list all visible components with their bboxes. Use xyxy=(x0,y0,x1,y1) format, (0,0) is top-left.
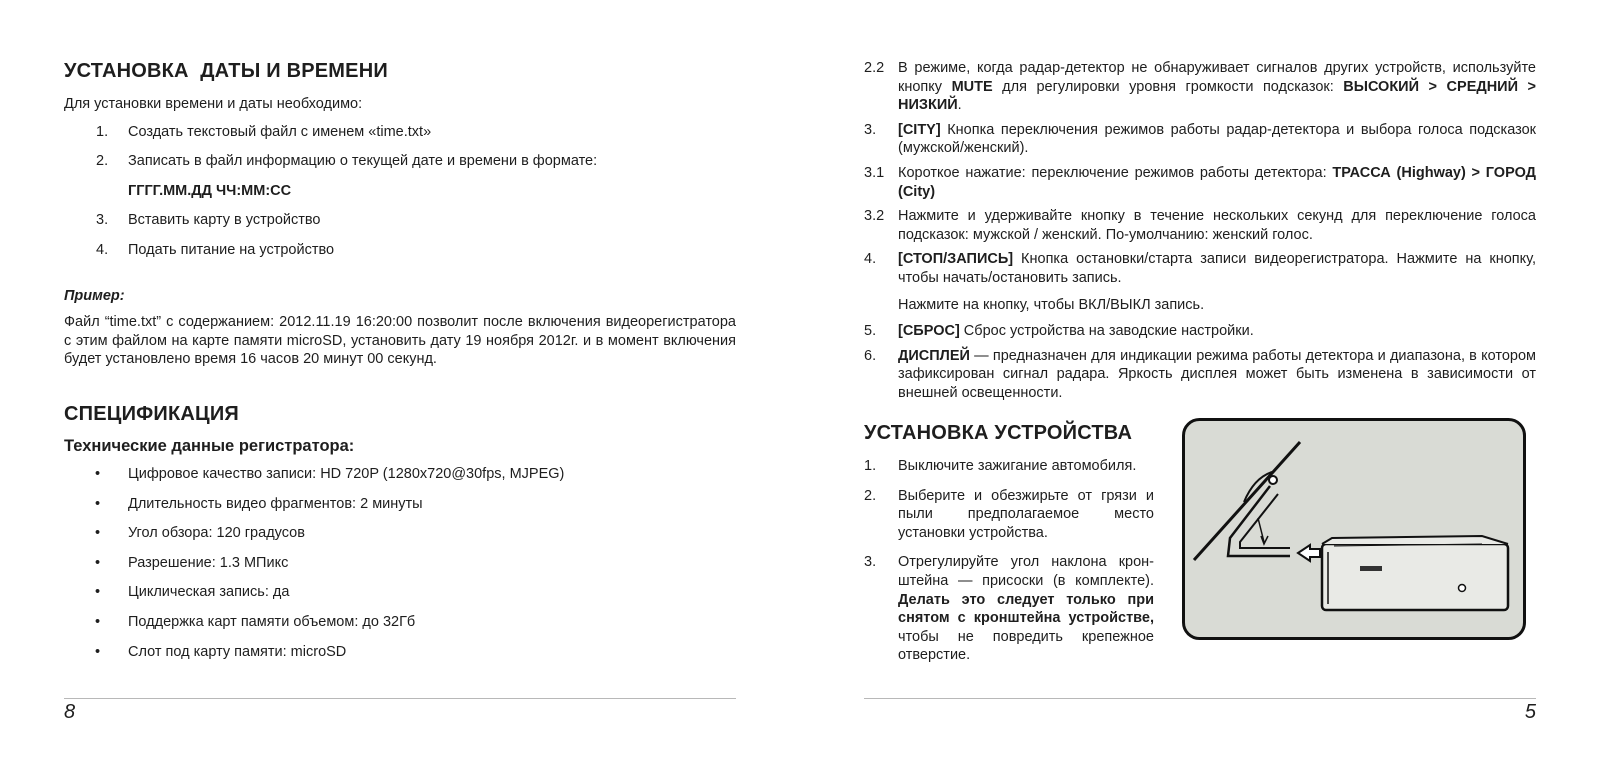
list-item: 6. ДИСПЛЕЙ — предназначен для индикации режима работы детектора и диапазона, в котором зафиксирован сигнал радара. Яркость дисплея может быть изменена в зависимости от внешней освещенности. xyxy=(864,347,1536,401)
install-section xyxy=(864,422,1154,676)
list-item: 2. Выберите и обезжирьте от грязи и пыли предполагаемое место установки устройства. xyxy=(864,487,1154,541)
time-steps-list xyxy=(64,123,736,171)
time-section-title: УСТАНОВКА ДАТЫ И ВРЕМЕНИ xyxy=(64,60,388,82)
list-item: 3. Отрегулируйте угол наклона крон-штейна — присоски (в комплекте). Делать это следует только при снятом с кронштейна устройстве, чтобы не повредить крепежное отверстие. xyxy=(864,554,1154,664)
device-body xyxy=(1322,544,1508,610)
footer-divider xyxy=(864,698,1536,699)
list-item: • Поддержка карт памяти объемом: до 32Гб xyxy=(95,613,416,630)
list-item: 3. [CITY] Кнопка переключения режимов работы радар-детектора и выбора голоса подсказок (мужской/женский). xyxy=(864,121,1536,157)
list-item: • Разрешение: 1.3 МПикс xyxy=(95,554,289,571)
list-item: 4. [СТОП/ЗАПИСЬ] Кнопка остановки/старта записи видеорегистратора. Нажмите на кнопку, чтобы начать/остановить запись. xyxy=(864,251,1536,286)
mount-pivot xyxy=(1269,476,1277,484)
date-format: ГГГГ.ММ.ДД ЧЧ:ММ:СС xyxy=(128,182,292,199)
installation-illustration xyxy=(1182,418,1526,640)
time-section-intro: Для установки времени и даты необходимо: xyxy=(64,96,363,112)
install-section-title: УСТАНОВКА УСТРОЙСТВА xyxy=(864,422,1133,444)
spec-list xyxy=(64,465,736,661)
device-button-icon xyxy=(1459,585,1466,592)
list-item: 4. Подать питание на устройство xyxy=(96,241,335,258)
list-item: • Слот под карту памяти: microSD xyxy=(95,643,347,660)
list-item: • Циклическая запись: да xyxy=(95,584,290,601)
list-item: Нажмите на кнопку, чтобы ВКЛ/ВЫКЛ запись. xyxy=(898,296,1205,313)
left-page xyxy=(64,0,736,760)
controls-list xyxy=(864,59,1536,409)
list-item: 2.2 В режиме, когда радар-детектор не обнаруживает сигналов других устройств, используйте кнопку MUTE для регулировки уровня громкости подсказок: ВЫСОКИЙ > СРЕДНИЙ > НИЗКИЙ. xyxy=(864,60,1536,114)
spec-section-title: СПЕЦИФИКАЦИЯ xyxy=(64,403,239,425)
example-text: Файл “time.txt” с содержанием: 2012.11.19 16:20:00 позволит после включения видеорегистратора с этим файлом на карте памяти microSD, установить дату 19 ноября 2012г. и в момент включения будет установлено время 16 часов 20 минут 00 секунд. xyxy=(64,314,736,368)
time-section xyxy=(64,60,736,271)
list-item: 1. Создать текстовый файл с именем «time.txt» xyxy=(96,123,432,140)
list-item: 5. [СБРОС] Сброс устройства на заводские настройки. xyxy=(864,323,1254,340)
footer-divider xyxy=(64,698,736,699)
page-number-left: 8 xyxy=(64,701,76,723)
list-item: • Угол обзора: 120 градусов xyxy=(95,525,305,542)
list-item: 3. Вставить карту в устройство xyxy=(96,212,321,229)
device-top xyxy=(1322,536,1508,544)
right-page xyxy=(864,0,1536,760)
list-item: 3.2 Нажмите и удерживайте кнопку в течение нескольких секунд для переключение голоса подсказок: мужской / женский. По-умолчанию: женский голос. xyxy=(864,208,1536,243)
page-number-right: 5 xyxy=(1524,701,1536,723)
device-display xyxy=(1360,566,1382,571)
list-item: • Цифровое качество записи: HD 720P (1280x720@30fps, MJPEG) xyxy=(95,466,565,482)
example-title: Пример: xyxy=(64,288,125,304)
spec-section xyxy=(64,403,736,672)
spec-subtitle: Технические данные регистратора: xyxy=(64,437,355,455)
list-item: 2. Записать в файл информацию о текущей дате и времени в формате: xyxy=(96,153,598,170)
list-item: • Длительность видео фрагментов: 2 минуты xyxy=(95,495,423,512)
time-steps-list-cont xyxy=(64,211,736,259)
list-item: 3.1 Короткое нажатие: переключение режимов работы детектора: ТРАССА (Highway) > ГОРОД (City) xyxy=(864,164,1536,200)
list-item: 1. Выключите зажигание автомобиля. xyxy=(864,458,1137,474)
